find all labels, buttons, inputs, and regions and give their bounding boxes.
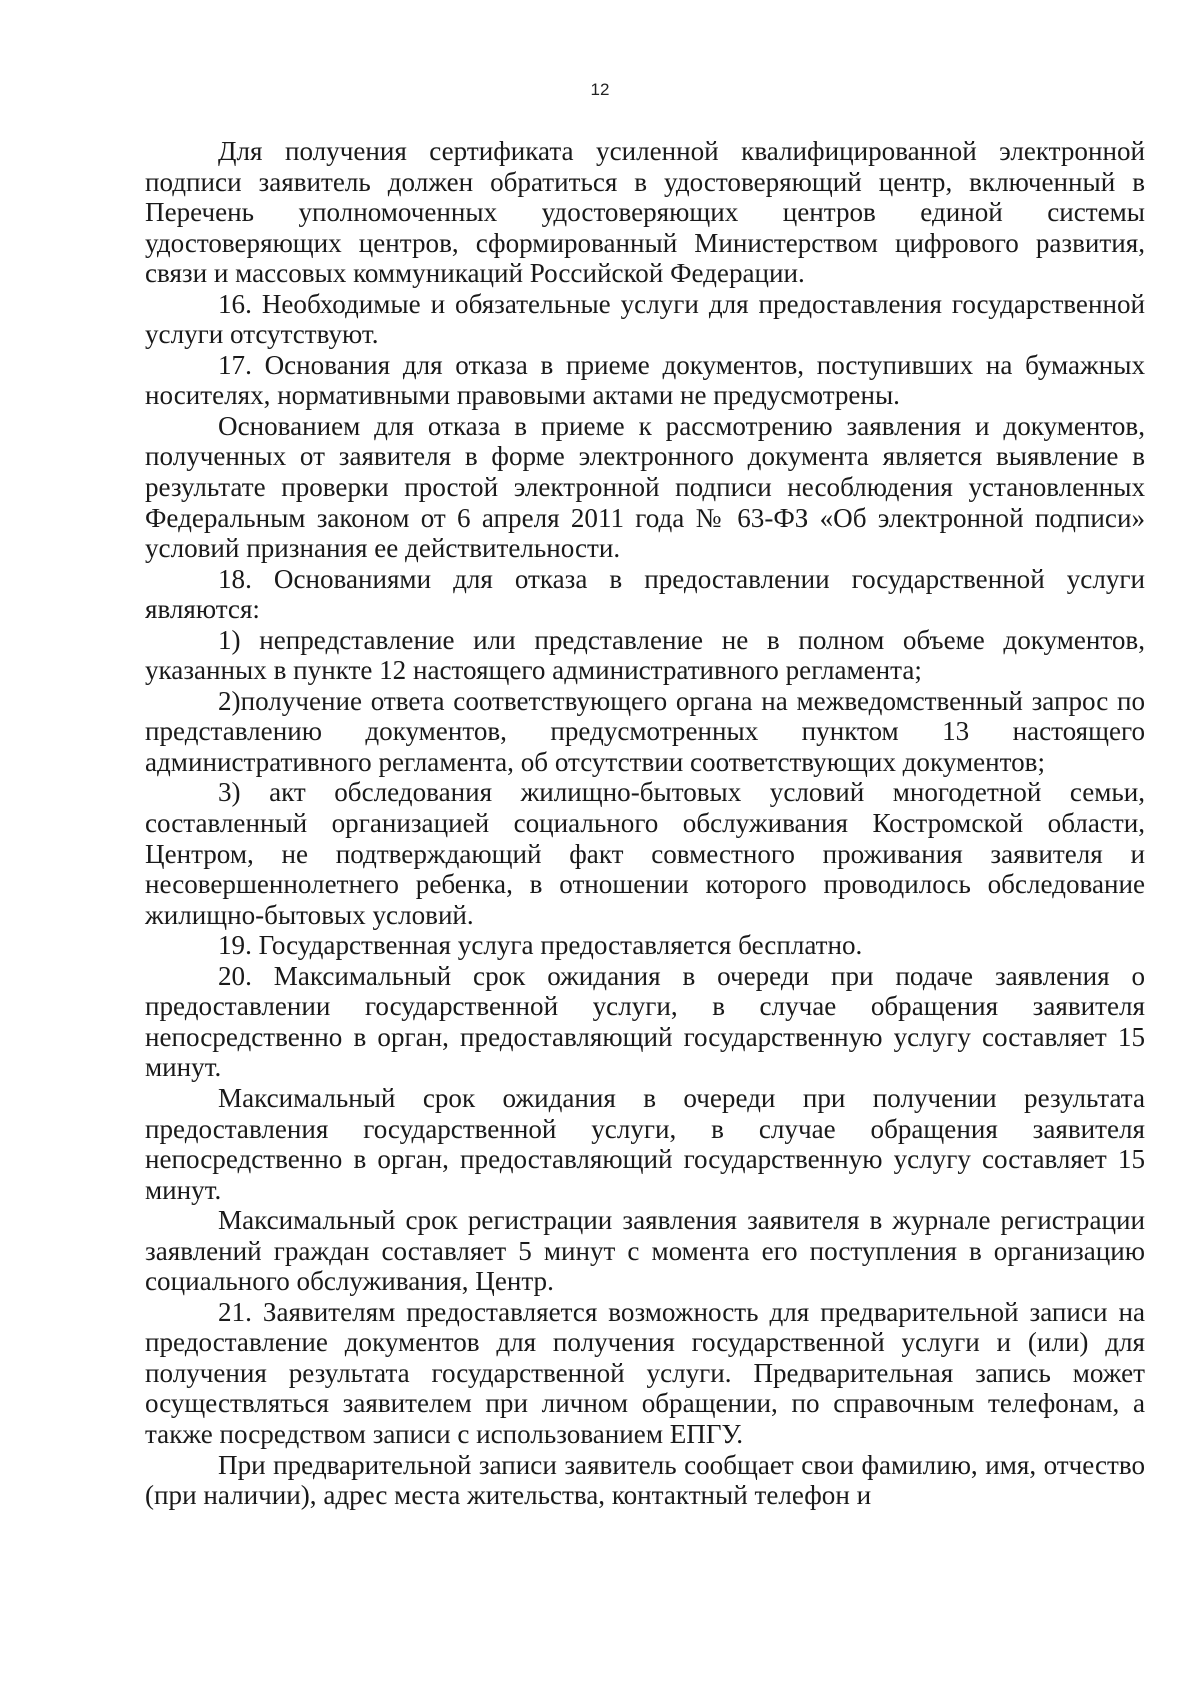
paragraph: 18. Основаниями для отказа в предоставлении государственной услуги являются: xyxy=(145,563,1145,625)
paragraph: 3) акт обследования жилищно-бытовых условий многодетной семьи, составленный организацией социального обслуживания Костромской области, Центром, не подтверждающий факт совместного проживания заявителя и несовершеннолетнего ребенка, в отношении которого проводилось обследование жилищно-бытовых условий. xyxy=(145,777,1145,930)
page-number: 12 xyxy=(590,80,610,99)
paragraph: 20. Максимальный срок ожидания в очереди при подаче заявления о предоставлении государственной услуги, в случае обращения заявителя непосредственно в орган, предоставляющий государственную услугу составляет 15 минут. xyxy=(145,960,1145,1083)
document-body xyxy=(145,136,1145,1511)
paragraph: Максимальный срок ожидания в очереди при получении результата предоставления государственной услуги, в случае обращения заявителя непосредственно в орган, предоставляющий государственную услугу составляет 15 минут. xyxy=(145,1082,1145,1205)
paragraph: 21. Заявителям предоставляется возможность для предварительной записи на предоставление документов для получения государственной услуги и (или) для получения результата государственной услуги. Предварительная запись может осуществляться заявителем при личном обращении, по справочным телефонам, а также посредством записи с использованием ЕПГУ. xyxy=(145,1296,1145,1449)
paragraph: 19. Государственная услуга предоставляется бесплатно. xyxy=(218,930,863,961)
paragraph: 2)получение ответа соответствующего органа на межведомственный запрос по представлению документов, предусмотренных пунктом 13 настоящего административного регламента, об отсутствии соответствующих документов; xyxy=(145,685,1145,777)
paragraph: При предварительной записи заявитель сообщает свои фамилию, имя, отчество (при наличии), адрес места жительства, контактный телефон и xyxy=(145,1449,1145,1511)
paragraph: Основанием для отказа в приеме к рассмотрению заявления и документов, полученных от заявителя в форме электронного документа является выявление в результате проверки простой электронной подписи несоблюдения установленных Федеральным законом от 6 апреля 2011 года № 63-ФЗ «Об электронной подписи» условий признания ее действительности. xyxy=(145,410,1145,564)
paragraph: Для получения сертификата усиленной квалифицированной электронной подписи заявитель должен обратиться в удостоверяющий центр, включенный в Перечень уполномоченных удостоверяющих центров единой системы удостоверяющих центров, сформированный Министерством цифрового развития, связи и массовых коммуникаций Российской Федерации. xyxy=(145,136,1145,289)
paragraph: Максимальный срок регистрации заявления заявителя в журнале регистрации заявлений граждан составляет 5 минут с момента его поступления в организацию социального обслуживания, Центр. xyxy=(145,1205,1145,1297)
paragraph: 1) непредставление или представление не в полном объеме документов, указанных в пункте 12 настоящего административного регламента; xyxy=(145,624,1145,686)
paragraph: 17. Основания для отказа в приеме документов, поступивших на бумажных носителях, нормативными правовыми актами не предусмотрены. xyxy=(145,349,1145,411)
paragraph: 16. Необходимые и обязательные услуги для предоставления государственной услуги отсутствуют. xyxy=(145,288,1145,350)
